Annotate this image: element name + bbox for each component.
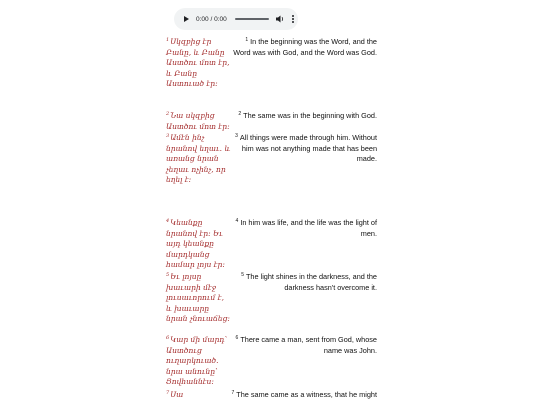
more-options-icon[interactable] — [292, 15, 295, 23]
english-text: $^6$ There came a man, sent from God, whose name was John. — [235, 334, 377, 355]
verse-number: 2 — [166, 110, 170, 117]
english-text: $^7$ The same came as a witness, that he might — [231, 389, 377, 399]
verse-number: 3 — [166, 132, 170, 139]
english-text: $^5$ The light shines in the darkness, and the darkness hasn't overcome it. — [241, 271, 377, 292]
verse-number: 7 — [231, 389, 235, 396]
armenian-text: $^3$Ամէն ինչ նրանով եղաւ. և առանց նրան չեղաւ ոչինչ, որ եղել է: — [166, 132, 231, 184]
verse-number: 4 — [166, 217, 170, 224]
english-text: $^4$ In him was life, and the life was the light of men. — [235, 217, 377, 238]
armenian-text: $^6$Կար մի մարդ՝ Աստծուց ուղարկուած. նրա անունը՝ Յովհաննէս: — [166, 334, 228, 386]
verse-number: 6 — [235, 334, 239, 341]
verse-number: 4 — [235, 217, 239, 224]
verse-number: 1 — [166, 36, 170, 43]
english-text: $^2$ The same was in the beginning with God. — [238, 110, 377, 120]
armenian-text: $^1$Սկզբից էր Բանը, և Բանը Աստծու մոտ էր, և Բանը Աստուած էր: — [166, 36, 230, 88]
volume-icon[interactable] — [276, 15, 285, 23]
audio-time: 0:00 / 0:00 — [196, 15, 227, 23]
verse-number: 5 — [166, 271, 170, 278]
verse-number: 5 — [241, 271, 244, 278]
english-text: $^1$ In the beginning was the Word, and the Word was with God, and the Word was God. — [233, 36, 377, 57]
armenian-text: $^4$Կեանքը նրանով էր: Եւ այդ կեանքը մարդկանց համար լոյս էր: — [166, 217, 225, 269]
verse-number: 1 — [245, 36, 249, 43]
armenian-text: $^2$Նա սկզբից Աստծու մոտ էր: — [166, 110, 230, 131]
english-text: $^3$ All things were made through him. Without him was not anything made that has been made. — [235, 132, 377, 163]
audio-player[interactable] — [174, 8, 298, 30]
audio-progress-bar[interactable] — [235, 18, 269, 20]
verse-number: 7 — [166, 389, 170, 396]
verse-number: 3 — [235, 132, 238, 139]
armenian-text: $^5$Եւ լոյսը խաւարի մէջ լուսաւորում է, և խաւարը նրան չնուաճեց: — [166, 271, 230, 323]
verse-number: 2 — [238, 110, 242, 117]
verse-number: 6 — [166, 334, 170, 341]
play-icon[interactable] — [184, 16, 189, 22]
armenian-text: $^7$Սա — [166, 389, 184, 399]
